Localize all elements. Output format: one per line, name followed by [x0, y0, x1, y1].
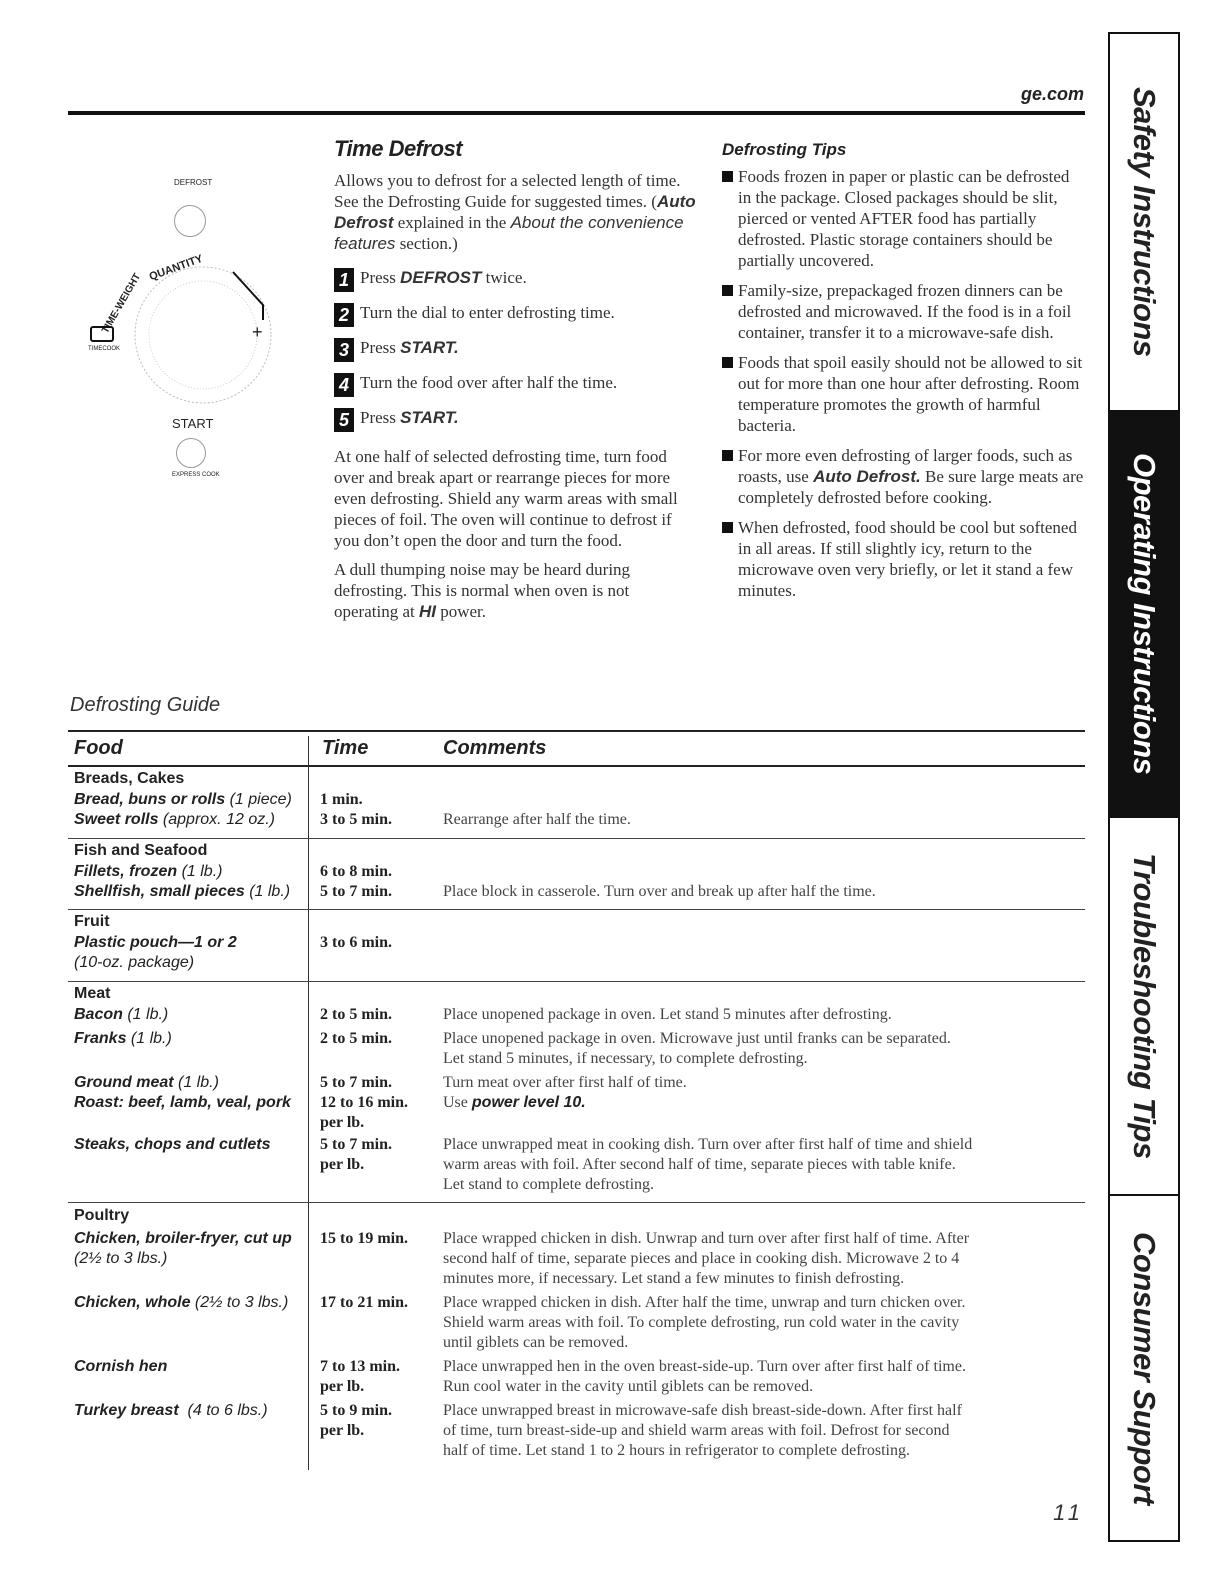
time-value: 5 to 7 min.	[320, 883, 392, 900]
tip-item	[722, 517, 1084, 601]
intro-about-features: About the convenience features	[334, 213, 684, 253]
food-name: Turkey breast	[74, 1402, 179, 1419]
time-value: 3 to 6 min.	[320, 934, 392, 951]
food-name: Bacon	[74, 1006, 123, 1023]
tab-operating-instructions[interactable]	[1110, 412, 1178, 818]
food-item	[74, 1005, 168, 1025]
comment: until giblets can be removed.	[443, 1334, 629, 1351]
food-name: Chicken, broiler-fryer, cut up	[74, 1230, 292, 1247]
intro-auto-defrost: Auto Defrost	[334, 192, 696, 232]
tip-item	[722, 352, 1084, 436]
step-text	[360, 268, 527, 288]
comment: Turn meat over after first half of time.	[443, 1074, 687, 1091]
comment-power-level: power level 10.	[471, 1094, 586, 1111]
step-text	[360, 338, 459, 358]
time-value: 7 to 13 min.	[320, 1358, 400, 1375]
time-value: 5 to 9 min.	[320, 1402, 392, 1419]
food-item	[74, 882, 290, 902]
defrost-note-2	[334, 559, 696, 622]
time-value: 5 to 7 min.	[320, 1136, 392, 1153]
defrost-button	[174, 205, 206, 237]
tab-troubleshooting-tips[interactable]	[1110, 818, 1178, 1196]
comment: Rearrange after half the time.	[443, 811, 631, 828]
food-qty: (1 piece)	[225, 791, 292, 808]
food-qty: (1 lb.)	[173, 1074, 219, 1091]
food-item	[74, 862, 222, 882]
table-row	[74, 770, 1074, 834]
table-row	[74, 1207, 1074, 1467]
step-number: 4	[334, 373, 354, 397]
food-qty: (1 lb.)	[122, 1006, 169, 1023]
comment: Place unopened package in oven. Let stand 5 minutes after defrosting.	[443, 1006, 892, 1023]
header-bottom-rule	[68, 765, 1085, 767]
time-value: 2 to 5 min.	[320, 1006, 392, 1023]
time-defrost-title: Time Defrost	[334, 136, 463, 161]
food-qty: (4 to 6 lbs.)	[178, 1402, 268, 1419]
step-text-post: twice.	[481, 268, 527, 287]
row-rule	[68, 981, 1085, 982]
col-comments-header: Comments	[443, 737, 547, 759]
tip-text: Foods that spoil easily should not be allowed to sit out for more than one hour after defrosting. Room temperature promotes the growth of harmful bacteria.	[738, 353, 1083, 435]
table-row	[74, 913, 1074, 977]
category-fruit: Fruit	[74, 913, 110, 930]
step-text-pre: Turn the dial to enter defrosting time.	[360, 303, 615, 322]
control-panel-illustration	[78, 150, 288, 490]
step-item	[334, 408, 696, 432]
category-breads: Breads, Cakes	[74, 770, 185, 787]
tip-text: Family-size, prepackaged frozen dinners can be defrosted and microwaved. If the food is in a foil container, transfer it to a microwave-safe dish.	[738, 281, 1072, 342]
guide-title: Defrosting Guide	[70, 694, 221, 716]
time-value: 1 min.	[320, 791, 363, 808]
tab-label: Operating Instructions	[1127, 453, 1162, 775]
tips-list	[722, 166, 1084, 601]
food-name: Shellfish, small pieces	[74, 883, 245, 900]
note-2-text-end: power.	[435, 602, 487, 621]
food-name: Franks	[74, 1030, 127, 1047]
time-cook-button	[90, 326, 114, 342]
step-key: START.	[400, 338, 459, 357]
table-top-rule	[68, 730, 1085, 732]
food-item	[74, 810, 275, 830]
tip-text: For more even defrosting of larger foods, such as roasts, use	[738, 446, 1073, 486]
row-rule	[68, 1202, 1085, 1203]
time-value: 6 to 8 min.	[320, 863, 392, 880]
tab-label: Troubleshooting Tips	[1127, 853, 1162, 1159]
food-qty: (1 lb.)	[126, 1030, 172, 1047]
step-text	[360, 408, 459, 428]
time-value: 12 to 16 min.	[320, 1094, 408, 1111]
step-item	[334, 338, 696, 362]
time-value: 5 to 7 min.	[320, 1074, 392, 1091]
food-name: Roast: beef, lamb, veal, pork	[74, 1094, 291, 1111]
food-item	[74, 1073, 219, 1093]
comment: half of time. Let stand 1 to 2 hours in refrigerator to complete defrosting.	[443, 1442, 910, 1459]
time-cook-label: TIMECOOK	[88, 346, 121, 352]
time-unit: per lb.	[320, 1422, 365, 1439]
tab-consumer-support[interactable]	[1110, 1196, 1178, 1540]
step-item	[334, 303, 696, 327]
tip-text: When defrosted, food should be cool but softened in all areas. If still slightly icy, return to the microwave oven very briefly, or let it stand a few minutes.	[738, 518, 1077, 600]
step-item	[334, 268, 696, 292]
food-name: Ground meat	[74, 1074, 174, 1091]
defrosting-tips-section	[722, 140, 1084, 610]
step-text	[360, 373, 617, 393]
time-value: 2 to 5 min.	[320, 1030, 392, 1047]
food-qty: (2½ to 3 lbs.)	[74, 1250, 168, 1267]
tip-key: Auto Defrost.	[813, 467, 921, 486]
step-text-pre: Turn the food over after half the time.	[360, 373, 618, 392]
time-value: 17 to 21 min.	[320, 1294, 408, 1311]
table-row	[74, 842, 1074, 906]
food-item	[74, 1029, 172, 1049]
category-meat: Meat	[74, 985, 111, 1002]
table-row	[74, 985, 1074, 1195]
comment: minutes more, if necessary. Let stand a few minutes to finish defrosting.	[443, 1270, 905, 1287]
comment: Run cool water in the cavity until giblets can be removed.	[443, 1378, 814, 1395]
comment: second half of time, separate pieces and place in cooking dish. Microwave 2 to 4	[443, 1250, 960, 1267]
food-name: Plastic pouch—1 or 2	[74, 934, 237, 951]
plus-label: +	[252, 322, 263, 342]
tab-label: Safety Instructions	[1127, 87, 1162, 357]
food-qty: (approx. 12 oz.)	[158, 811, 275, 828]
comment: Place unwrapped hen in the oven breast-side-up. Turn over after first half of time.	[443, 1358, 966, 1375]
comment: Place block in casserole. Turn over and break up after half the time.	[443, 883, 876, 900]
step-number: 2	[334, 303, 354, 327]
step-item	[334, 373, 696, 397]
col-time-header: Time	[322, 737, 369, 759]
step-number: 5	[334, 408, 354, 432]
intro-text-2: explained in the	[393, 213, 511, 232]
step-text-pre: Press	[360, 268, 401, 287]
time-unit: per lb.	[320, 1378, 365, 1395]
step-text	[360, 303, 615, 323]
note-2-hi: HI	[418, 602, 436, 621]
food-name: Cornish hen	[74, 1358, 168, 1375]
express-cook-label: EXPRESS COOK	[172, 472, 220, 478]
category-fish: Fish and Seafood	[74, 842, 208, 859]
time-value: 15 to 19 min.	[320, 1230, 408, 1247]
site-url: ge.com	[1020, 84, 1084, 104]
comment: Place unopened package in oven. Microwave just until franks can be separated.	[443, 1030, 951, 1047]
col-food-header: Food	[74, 737, 123, 759]
tab-label: Consumer Support	[1127, 1231, 1162, 1505]
food-qty: (10-oz. package)	[74, 954, 195, 971]
time-value: 3 to 5 min.	[320, 811, 392, 828]
step-number: 1	[334, 268, 354, 292]
food-name: Bread, buns or rolls	[74, 791, 226, 808]
step-text-pre: Press	[360, 338, 401, 357]
intro-text-3: section.)	[395, 234, 458, 253]
food-item	[74, 1401, 268, 1421]
food-qty: (2½ to 3 lbs.)	[190, 1294, 289, 1311]
food-qty: (1 lb.)	[177, 863, 223, 880]
tip-item	[722, 445, 1084, 508]
step-number: 3	[334, 338, 354, 362]
food-name: Fillets, frozen	[74, 863, 178, 880]
step-text-pre: Press	[360, 408, 401, 427]
tip-text: Be sure large meats are completely defrosted before cooking.	[738, 467, 1084, 507]
comment: Place unwrapped meat in cooking dish. Turn over after first half of time and shield	[443, 1136, 973, 1153]
category-poultry: Poultry	[74, 1207, 130, 1224]
row-rule	[68, 838, 1085, 839]
defrost-note-1: At one half of selected defrosting time, turn food over and break apart or rearrange pieces for more even defrosting. Shield any warm areas with small pieces of foil. The oven will continue to defrost if you don’t open the door and turn the food.	[334, 447, 678, 550]
tip-text: Foods frozen in paper or plastic can be defrosted in the package. Closed packages should be slit, pierced or vented AFTER food has partially defrosted. Plastic storage containers should be partially uncovered.	[738, 167, 1070, 270]
time-weight-label: TIME-WEIGHT	[100, 271, 144, 336]
steps-list	[334, 268, 696, 432]
tip-item	[722, 166, 1084, 271]
dial-icon	[113, 260, 293, 410]
step-key: DEFROST	[400, 268, 482, 287]
comment	[443, 1093, 586, 1113]
comment: Place wrapped chicken in dish. Unwrap and turn over after first half of time. After	[443, 1230, 970, 1247]
note-2-text: A dull thumping noise may be heard during defrosting. This is normal when oven is not operating at	[334, 560, 631, 621]
comment: Let stand 5 minutes, if necessary, to complete defrosting.	[443, 1050, 808, 1067]
tab-safety-instructions[interactable]	[1110, 34, 1178, 412]
comment: Place unwrapped breast in microwave-safe dish breast-side-down. After first half	[443, 1402, 962, 1419]
time-defrost-section	[334, 136, 696, 622]
defrost-label: DEFROST	[174, 178, 213, 187]
food-item	[74, 790, 292, 810]
start-label: START	[172, 416, 214, 431]
quantity-label: QUANTITY	[147, 252, 205, 284]
page-number: 11	[1053, 1500, 1084, 1525]
time-defrost-intro	[334, 170, 696, 254]
tip-item	[722, 280, 1084, 343]
comment: Shield warm areas with foil. To complete defrosting, run cold water in the cavity	[443, 1314, 960, 1331]
start-button	[176, 438, 206, 468]
food-name: Sweet rolls	[74, 811, 159, 828]
comment: of time, turn breast-side-up and shield warm areas with foil. Defrost for second	[443, 1422, 950, 1439]
intro-text-1: Allows you to defrost for a selected length of time. See the Defrosting Guide for suggested times. (	[334, 171, 681, 211]
header-rule	[68, 111, 1085, 115]
comment: warm areas with foil. After second half of time, separate pieces with table knife.	[443, 1156, 956, 1173]
food-item	[74, 1293, 288, 1313]
row-rule	[68, 909, 1085, 910]
comment: Let stand to complete defrosting.	[443, 1176, 655, 1193]
comment: Place wrapped chicken in dish. After half the time, unwrap and turn chicken over.	[443, 1294, 966, 1311]
food-name: Chicken, whole	[74, 1294, 191, 1311]
time-unit: per lb.	[320, 1114, 365, 1131]
time-unit: per lb.	[320, 1156, 365, 1173]
step-key: START.	[400, 408, 459, 427]
tips-title: Defrosting Tips	[722, 140, 847, 159]
side-tabs	[1108, 32, 1180, 1542]
food-qty: (1 lb.)	[244, 883, 291, 900]
comment-text: Use	[443, 1094, 472, 1111]
food-name: Steaks, chops and cutlets	[74, 1136, 271, 1153]
